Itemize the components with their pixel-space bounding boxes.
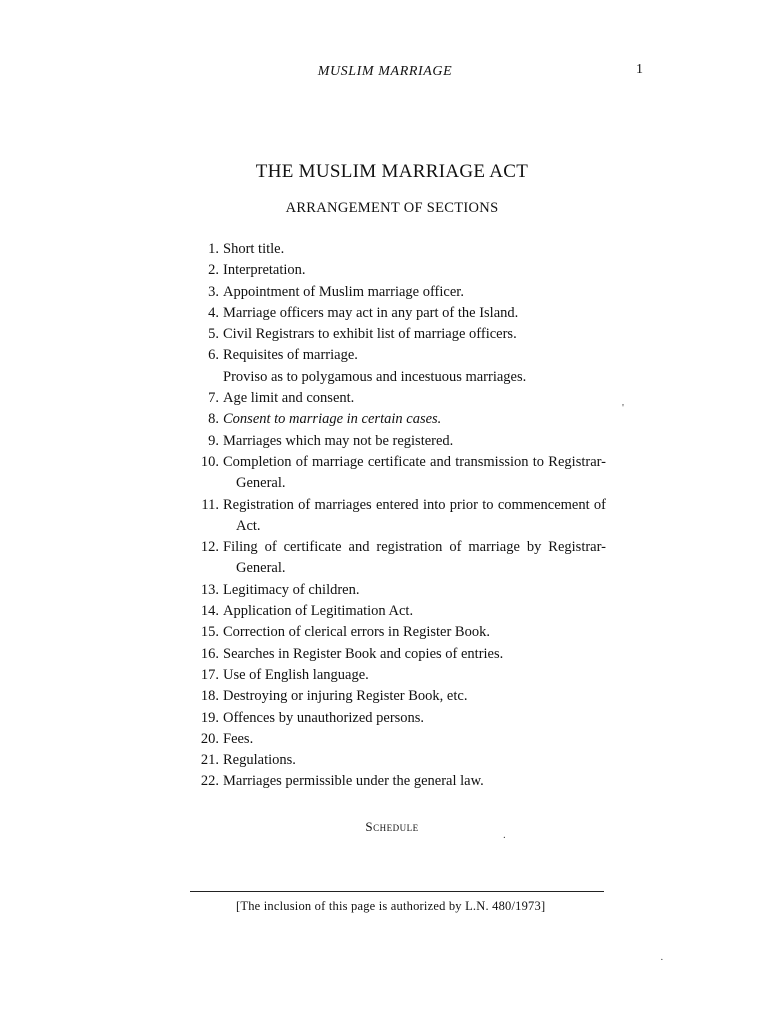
section-item — [196, 431, 606, 452]
section-number: 1. — [208, 241, 219, 257]
section-title: Searches in Register Book and copies of entries. — [223, 645, 504, 662]
section-subitem — [196, 367, 606, 388]
section-title: Registration of marriages entered into prior to commencement of — [223, 496, 606, 513]
section-item — [196, 388, 606, 409]
section-proviso: Proviso as to polygamous and incestuous marriages. — [223, 368, 527, 385]
section-item — [196, 729, 606, 750]
section-title-continued: Act. — [236, 517, 261, 534]
section-number: 12. — [200, 539, 219, 556]
section-title: Destroying or injuring Register Book, etc. — [223, 688, 468, 705]
section-number: 18. — [200, 688, 219, 705]
section-item — [196, 708, 606, 729]
act-title: THE MUSLIM MARRIAGE ACT — [255, 161, 529, 182]
section-item — [196, 495, 606, 538]
section-title: Interpretation. — [223, 262, 306, 279]
sections-list — [196, 239, 606, 793]
section-item — [196, 644, 606, 665]
section-item — [196, 601, 606, 622]
section-title: Offences by unauthorized persons. — [223, 709, 425, 726]
footer-note: [The inclusion of this page is authorized by L.N. 480/1973] — [236, 899, 546, 913]
section-item — [196, 452, 606, 495]
section-title-continued: General. — [236, 475, 286, 492]
section-title: Requisites of marriage. — [223, 347, 358, 364]
section-number: 6. — [208, 347, 219, 364]
section-title: Marriages which may not be registered. — [223, 432, 454, 449]
section-title: Filing of certificate and registration of marriage by Registrar- — [223, 539, 606, 556]
section-number: 8. — [208, 411, 219, 428]
section-title: Fees. — [223, 730, 254, 747]
section-title: Marriages permissible under the general law. — [223, 773, 484, 790]
section-title: Use of English language. — [223, 666, 369, 683]
section-title: Short title. — [223, 241, 285, 257]
section-title: Marriage officers may act in any part of the Island. — [223, 304, 519, 321]
scan-speck: ' — [622, 402, 624, 414]
section-title: Age limit and consent. — [223, 390, 355, 407]
section-item — [196, 345, 606, 366]
scan-speck: . — [503, 829, 506, 841]
section-title: Consent to marriage in certain cases. — [223, 411, 442, 428]
section-number: 10. — [200, 453, 219, 470]
section-number: 17. — [200, 666, 219, 683]
section-item — [196, 750, 606, 771]
section-number: 22. — [200, 773, 219, 790]
page-number: 1 — [636, 62, 643, 77]
section-number: 13. — [200, 581, 219, 598]
section-item — [196, 580, 606, 601]
section-item — [196, 537, 606, 580]
section-item — [196, 282, 606, 303]
section-number: 16. — [200, 645, 219, 662]
section-title: Completion of marriage certificate and transmission to Registrar- — [223, 453, 606, 470]
section-title: Appointment of Muslim marriage officer. — [223, 283, 464, 300]
running-head: MUSLIM MARRIAGE — [317, 64, 453, 79]
section-number: 4. — [208, 304, 219, 321]
section-item — [196, 771, 606, 792]
section-item — [196, 665, 606, 686]
section-number: 3. — [208, 283, 219, 300]
section-item — [196, 239, 606, 260]
section-item — [196, 303, 606, 324]
footer-rule — [190, 891, 604, 892]
section-number: 14. — [200, 603, 219, 620]
section-number: 2. — [208, 262, 219, 279]
section-number: 11. — [201, 496, 219, 513]
section-title: Correction of clerical errors in Register Book. — [223, 624, 490, 641]
section-item — [196, 686, 606, 707]
section-number: 19. — [200, 709, 219, 726]
section-title: Legitimacy of children. — [223, 581, 360, 598]
section-item — [196, 409, 606, 430]
section-number: 7. — [208, 390, 219, 407]
section-title: Application of Legitimation Act. — [223, 603, 414, 620]
scan-speck: · — [660, 954, 664, 966]
section-item — [196, 622, 606, 643]
section-number: 5. — [208, 326, 219, 343]
section-number: 20. — [200, 730, 219, 747]
schedule-label: Schedule — [365, 819, 419, 834]
section-number: 21. — [200, 752, 219, 769]
section-title: Regulations. — [223, 752, 296, 769]
section-number: 15. — [200, 624, 219, 641]
section-title: Civil Registrars to exhibit list of marriage officers. — [223, 326, 517, 343]
section-item — [196, 260, 606, 281]
section-title-continued: General. — [236, 560, 286, 577]
section-number: 9. — [208, 432, 219, 449]
section-item — [196, 324, 606, 345]
arrangement-heading: ARRANGEMENT OF SECTIONS — [285, 200, 499, 216]
